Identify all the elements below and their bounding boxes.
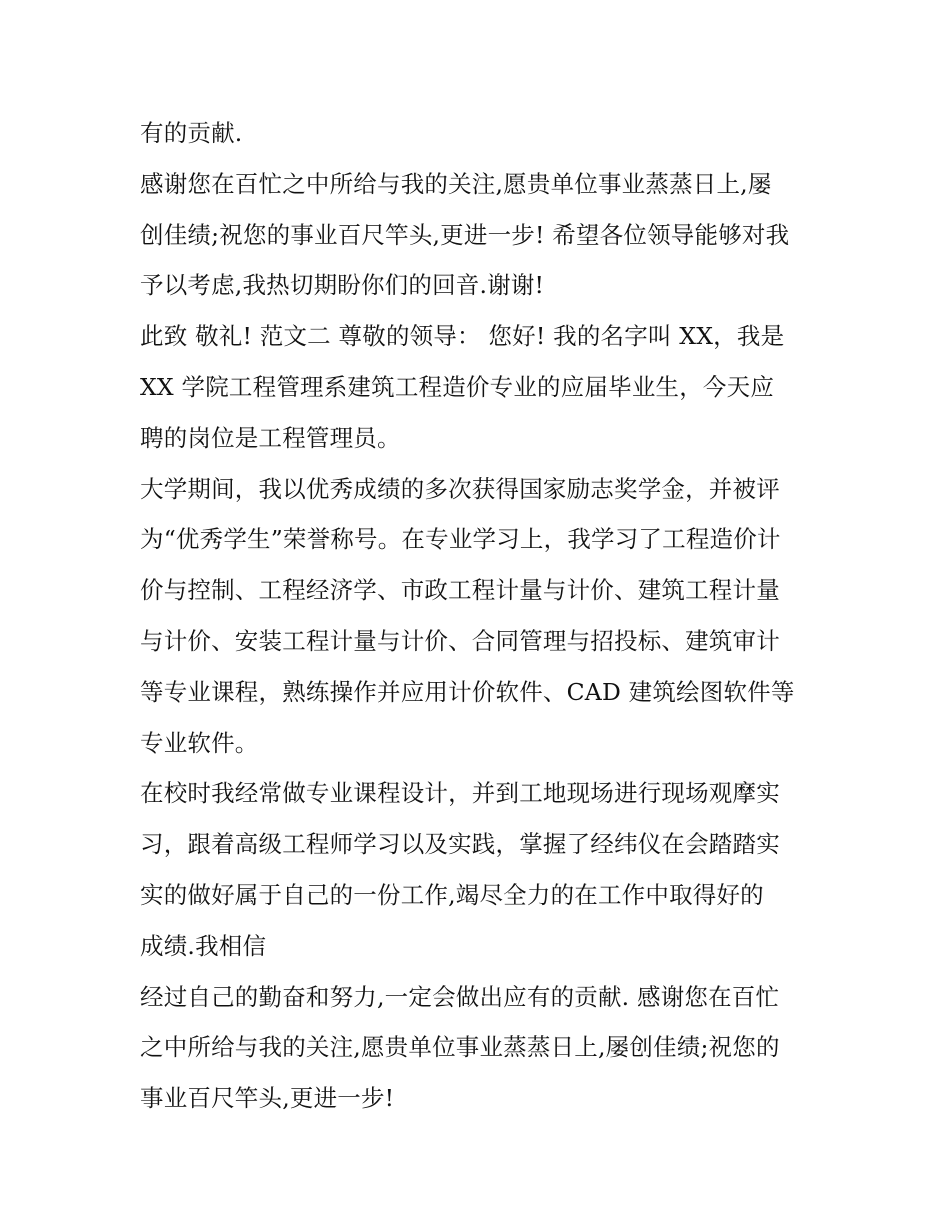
text-line: 习，跟着高级工程师学习以及实践，掌握了经纬仪在会踏踏实 — [140, 830, 780, 859]
text-line: 在校时我经常做专业课程设计，并到工地现场进行现场观摩实 — [140, 779, 780, 808]
text-line: 与计价、安装工程计量与计价、合同管理与招投标、建筑审计 — [140, 626, 780, 655]
text-line: XX 学院工程管理系建筑工程造价专业的应届毕业生，今天应 — [140, 372, 775, 401]
text-line: 经过自己的勤奋和努力,一定会做出应有的贡献. 感谢您在百忙 — [140, 982, 780, 1011]
text-line: 为“优秀学生”荣誉称号。在专业学习上，我学习了工程造价计 — [140, 525, 781, 554]
document-body — [140, 108, 820, 1124]
text-line: 予以考虑,我热切期盼你们的回音.谢谢! — [140, 271, 545, 300]
text-line: 感谢您在百忙之中所给与我的关注,愿贵单位事业蒸蒸日上,屡 — [140, 169, 772, 198]
text-line: 此致 敬礼! 范文二 尊敬的领导： 您好! 我的名字叫 XX，我是 — [140, 322, 785, 351]
text-line: 聘的岗位是工程管理员。 — [140, 423, 401, 452]
text-line: 创佳绩;祝您的事业百尺竿头,更进一步! 希望各位领导能够对我 — [140, 220, 790, 249]
text-line: 之中所给与我的关注,愿贵单位事业蒸蒸日上,屡创佳绩;祝您的 — [140, 1033, 780, 1062]
text-line: 等专业课程，熟练操作并应用计价软件、CAD 建筑绘图软件等 — [140, 677, 795, 706]
text-line: 成绩.我相信 — [140, 931, 267, 960]
text-line: 有的贡献. — [140, 119, 243, 147]
text-line: 事业百尺竿头,更进一步! — [140, 1084, 395, 1113]
text-line: 专业软件。 — [140, 728, 259, 757]
text-line: 实的做好属于自己的一份工作,竭尽全力的在工作中取得好的 — [140, 880, 764, 909]
text-line: 价与控制、工程经济学、市政工程计量与计价、建筑工程计量 — [140, 576, 780, 605]
text-line: 大学期间，我以优秀成绩的多次获得国家励志奖学金，并被评 — [140, 474, 780, 503]
